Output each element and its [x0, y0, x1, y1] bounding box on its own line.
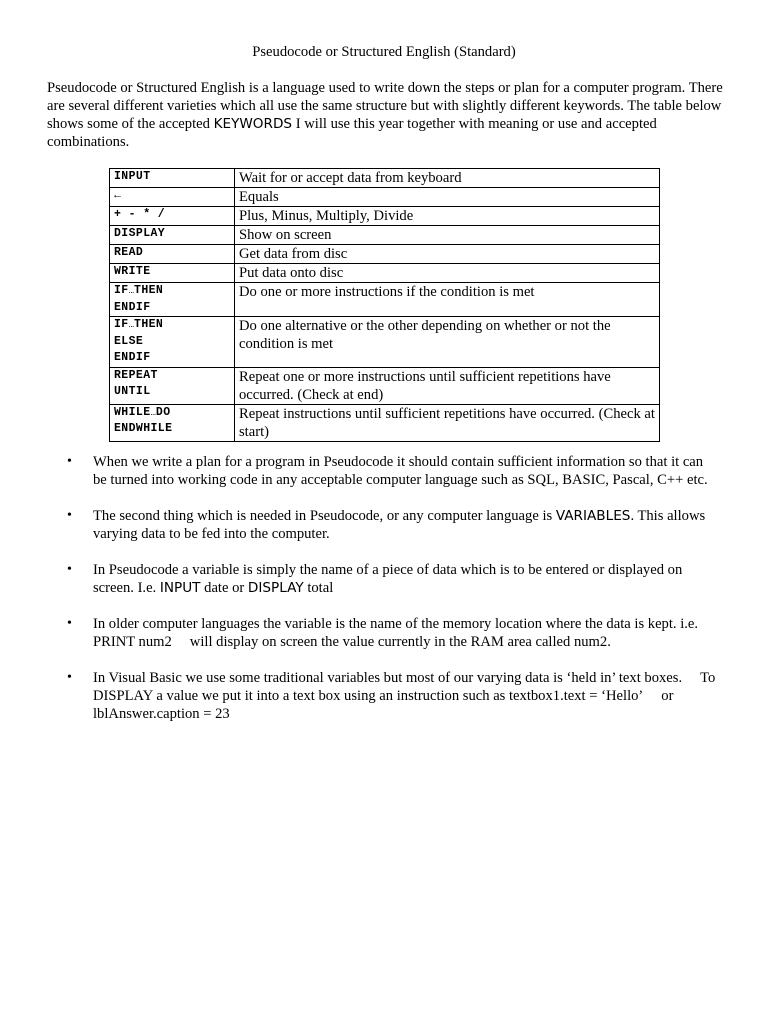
keyword-row [110, 317, 660, 368]
keyword-text: ENDWHILE [114, 422, 173, 435]
keyword-cell [110, 188, 235, 207]
bullet-icon: • [67, 454, 72, 469]
meaning-cell: Repeat one or more instructions until sufficient repetitions have occurred. (Check at end) [235, 367, 660, 404]
keyword-text: ← [114, 189, 122, 202]
keyword-row [110, 207, 660, 226]
keyword-text: WHILE…DO [114, 405, 171, 419]
keyword-text: + - * / [114, 208, 166, 221]
keyword-row [110, 367, 660, 404]
keyword-text: REPEAT [114, 368, 158, 382]
keyword-cell [110, 283, 235, 317]
bullet-item-pseudocode-variable [47, 561, 717, 597]
bullet-text-pre: In Pseudocode a variable is simply the name of a piece of data which is to be entered or displayed on screen. I.e. [93, 562, 683, 596]
keyword-cell [110, 226, 235, 245]
input-keyword: INPUT [159, 580, 201, 596]
bullet-text-mid: To DISPLAY a value we put it into a text box using an instruction such as textbox1.text = ‘Hello’ [93, 670, 716, 704]
keyword-cell [110, 245, 235, 264]
bullet-text: When we write a plan for a program in Pseudocode it should contain sufficient information so that it can be turned into working code in any acceptable computer language such as SQL, BASIC, Pascal, C++ etc. [93, 454, 708, 488]
bullet-text-pre: The second thing which is needed in Pseudocode, or any computer language is [93, 508, 556, 524]
document-title: Pseudocode or Structured English (Standard) [252, 44, 516, 60]
intro-keywords-emphasis: KEYWORDS [213, 116, 293, 132]
bullet-text-pre: In Visual Basic we use some traditional variables but most of our varying data is ‘held in’ text boxes. [93, 670, 683, 686]
bullet-text-post: . This allows varying data to be fed into the computer. [93, 508, 706, 542]
meaning-cell: Do one or more instructions if the condition is met [235, 283, 660, 317]
display-keyword: DISPLAY [247, 580, 304, 596]
keyword-text: ELSE [114, 334, 144, 348]
keyword-row [110, 264, 660, 283]
bullet-list [47, 453, 717, 741]
keyword-text: WRITE [114, 265, 151, 278]
intro-text-1: Pseudocode or Structured English is a language used to write down the steps or plan for a computer program. There are several different varieties which all use the same structure but with slightly different keywords. The table below shows some of the accepted [47, 80, 723, 132]
bullet-icon: • [67, 562, 72, 577]
keyword-text: INPUT [114, 170, 151, 183]
meaning-cell: Wait for or accept data from keyboard [235, 169, 660, 188]
meaning-cell: Repeat instructions until sufficient repetitions have occurred. (Check at start) [235, 404, 660, 441]
keywords-table [109, 168, 660, 442]
meaning-cell: Do one alternative or the other depending on whether or not the condition is met [235, 317, 660, 368]
keyword-text: UNTIL [114, 385, 151, 398]
meaning-cell: Equals [235, 188, 660, 207]
keyword-text: ENDIF [114, 351, 151, 364]
keyword-cell [110, 207, 235, 226]
bullet-item-visual-basic [47, 669, 717, 723]
keyword-row [110, 169, 660, 188]
bullet-icon: • [67, 616, 72, 631]
keyword-row [110, 283, 660, 317]
meaning-cell: Put data onto disc [235, 264, 660, 283]
keyword-cell [110, 169, 235, 188]
bullet-icon: • [67, 670, 72, 685]
bullet-text-pre: In older computer languages the variable is the name of the memory location where the data is kept. i.e. PRINT num2 [93, 616, 699, 650]
meaning-cell: Get data from disc [235, 245, 660, 264]
bullet-item-memory-location [47, 615, 717, 651]
meaning-cell: Show on screen [235, 226, 660, 245]
meaning-cell: Plus, Minus, Multiply, Divide [235, 207, 660, 226]
intro-text-2: I will use this year together with meaning or use and accepted combinations. [47, 116, 657, 150]
keyword-cell [110, 264, 235, 283]
keyword-text: DISPLAY [114, 227, 166, 240]
bullet-item-variables [47, 507, 717, 543]
bullet-text-post: lblAnswer.caption = 23 [93, 706, 230, 722]
keyword-text: READ [114, 246, 144, 259]
bullet-text-or: or [661, 688, 674, 704]
bullet-item-program-plan [47, 453, 717, 489]
keyword-cell [110, 317, 235, 368]
keyword-row [110, 245, 660, 264]
bullet-icon: • [67, 508, 72, 523]
keyword-text: IF…THEN [114, 318, 164, 331]
bullet-text-post: total [303, 580, 334, 596]
keyword-row [110, 226, 660, 245]
intro-paragraph [47, 79, 727, 151]
keyword-row [110, 188, 660, 207]
bullet-text-mid: date or [200, 580, 248, 596]
keyword-row [110, 404, 660, 441]
keyword-cell [110, 404, 235, 441]
keyword-text: IF…THEN [114, 284, 164, 297]
variables-emphasis: VARIABLES [555, 508, 631, 524]
keyword-cell [110, 367, 235, 404]
bullet-text-post: will display on screen the value currently in the RAM area called num2. [189, 634, 611, 650]
keyword-text: ENDIF [114, 300, 151, 314]
